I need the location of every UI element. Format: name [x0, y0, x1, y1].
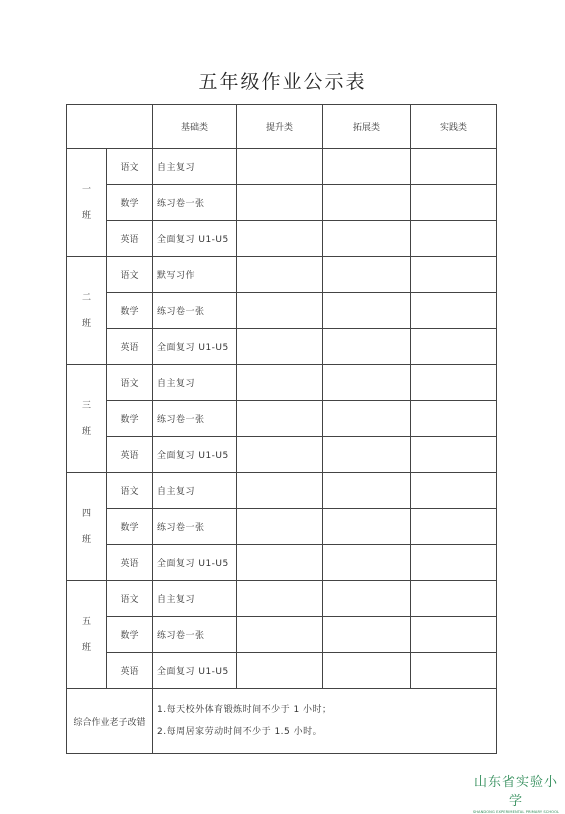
basic-homework-cell: 练习卷一张: [153, 185, 237, 221]
empty-cell: [237, 437, 323, 473]
basic-homework-cell: 自主复习: [153, 581, 237, 617]
empty-cell: [411, 509, 497, 545]
basic-homework-cell: 练习卷一张: [153, 293, 237, 329]
class-name-char: 三: [81, 400, 91, 411]
header-advanced: 提升类: [237, 105, 323, 149]
empty-cell: [237, 617, 323, 653]
empty-cell: [323, 581, 411, 617]
subject-cell: 数学: [107, 617, 153, 653]
table-row: [67, 437, 497, 473]
table-row: [67, 473, 497, 509]
table-row: [67, 257, 497, 293]
class-cell: [67, 473, 107, 581]
empty-cell: [411, 437, 497, 473]
empty-cell: [323, 257, 411, 293]
subject-cell: 英语: [107, 653, 153, 689]
school-logo: [470, 771, 562, 814]
class-name-char: 五: [81, 616, 91, 627]
class-name-char: 班: [81, 534, 91, 545]
basic-homework-cell: 全面复习 U1-U5: [153, 653, 237, 689]
class-cell: [67, 257, 107, 365]
empty-cell: [323, 473, 411, 509]
empty-cell: [237, 257, 323, 293]
basic-homework-cell: 自主复习: [153, 149, 237, 185]
table-row: [67, 545, 497, 581]
empty-cell: [323, 653, 411, 689]
basic-homework-cell: 默写习作: [153, 257, 237, 293]
empty-cell: [237, 293, 323, 329]
homework-table: [66, 104, 497, 754]
footer-note: 2.每周居家劳动时间不少于 1.5 小时。: [157, 727, 323, 737]
empty-cell: [411, 365, 497, 401]
subject-cell: 英语: [107, 437, 153, 473]
empty-cell: [237, 365, 323, 401]
empty-cell: [323, 293, 411, 329]
empty-cell: [323, 149, 411, 185]
header-practice: 实践类: [411, 105, 497, 149]
subject-cell: 语文: [107, 581, 153, 617]
empty-cell: [323, 221, 411, 257]
subject-cell: 英语: [107, 221, 153, 257]
class-name-char: 二: [81, 292, 91, 303]
empty-cell: [237, 185, 323, 221]
empty-cell: [237, 221, 323, 257]
empty-cell: [237, 473, 323, 509]
page-title: 五年级作业公示表: [198, 71, 367, 93]
empty-cell: [411, 401, 497, 437]
corner-cell: [67, 105, 153, 149]
class-cell: [67, 149, 107, 257]
subject-cell: 语文: [107, 365, 153, 401]
table-row: [67, 221, 497, 257]
class-cell: [67, 365, 107, 473]
subject-cell: 英语: [107, 329, 153, 365]
school-logo-english: SHANDONG EXPERIMENTAL PRIMARY SCHOOL: [472, 810, 560, 814]
empty-cell: [237, 653, 323, 689]
class-name-char: 班: [81, 210, 91, 221]
empty-cell: [411, 473, 497, 509]
school-logo-name: 山东省实验小学: [473, 775, 558, 809]
subject-cell: 数学: [107, 185, 153, 221]
subject-cell: 数学: [107, 401, 153, 437]
class-name-char: 一: [81, 184, 91, 195]
empty-cell: [323, 185, 411, 221]
empty-cell: [323, 509, 411, 545]
empty-cell: [411, 257, 497, 293]
class-name-char: 班: [81, 318, 91, 329]
footer-row: [67, 689, 497, 754]
empty-cell: [237, 545, 323, 581]
table-row: [67, 365, 497, 401]
empty-cell: [411, 545, 497, 581]
class-name-char: 四: [81, 508, 91, 519]
basic-homework-cell: 全面复习 U1-U5: [153, 545, 237, 581]
basic-homework-cell: 全面复习 U1-U5: [153, 221, 237, 257]
empty-cell: [237, 509, 323, 545]
empty-cell: [411, 653, 497, 689]
empty-cell: [323, 617, 411, 653]
table-row: [67, 329, 497, 365]
footer-notes: [153, 689, 497, 754]
empty-cell: [237, 581, 323, 617]
subject-cell: 英语: [107, 545, 153, 581]
empty-cell: [323, 437, 411, 473]
empty-cell: [323, 329, 411, 365]
empty-cell: [411, 617, 497, 653]
header-extension: 拓展类: [323, 105, 411, 149]
empty-cell: [411, 581, 497, 617]
footer-note: 1.每天校外体育锻炼时间不少于 1 小时；: [157, 705, 332, 715]
table-row: [67, 149, 497, 185]
subject-cell: 数学: [107, 509, 153, 545]
empty-cell: [323, 365, 411, 401]
table-row: [67, 509, 497, 545]
empty-cell: [323, 401, 411, 437]
basic-homework-cell: 自主复习: [153, 365, 237, 401]
footer-label: 综合作业老子改错: [67, 689, 153, 754]
basic-homework-cell: 练习卷一张: [153, 401, 237, 437]
basic-homework-cell: 全面复习 U1-U5: [153, 437, 237, 473]
empty-cell: [237, 149, 323, 185]
empty-cell: [237, 329, 323, 365]
subject-cell: 语文: [107, 257, 153, 293]
class-name-char: 班: [81, 426, 91, 437]
header-basic: 基础类: [153, 105, 237, 149]
table-row: [67, 653, 497, 689]
class-cell: [67, 581, 107, 689]
basic-homework-cell: 练习卷一张: [153, 617, 237, 653]
header-row: [67, 105, 497, 149]
empty-cell: [323, 545, 411, 581]
empty-cell: [411, 185, 497, 221]
basic-homework-cell: 自主复习: [153, 473, 237, 509]
table-row: [67, 617, 497, 653]
subject-cell: 语文: [107, 473, 153, 509]
subject-cell: 数学: [107, 293, 153, 329]
empty-cell: [411, 221, 497, 257]
basic-homework-cell: 练习卷一张: [153, 509, 237, 545]
table-row: [67, 401, 497, 437]
table-row: [67, 185, 497, 221]
table-row: [67, 293, 497, 329]
empty-cell: [411, 293, 497, 329]
empty-cell: [411, 329, 497, 365]
empty-cell: [237, 401, 323, 437]
empty-cell: [411, 149, 497, 185]
basic-homework-cell: 全面复习 U1-U5: [153, 329, 237, 365]
table-row: [67, 581, 497, 617]
subject-cell: 语文: [107, 149, 153, 185]
class-name-char: 班: [81, 642, 91, 653]
